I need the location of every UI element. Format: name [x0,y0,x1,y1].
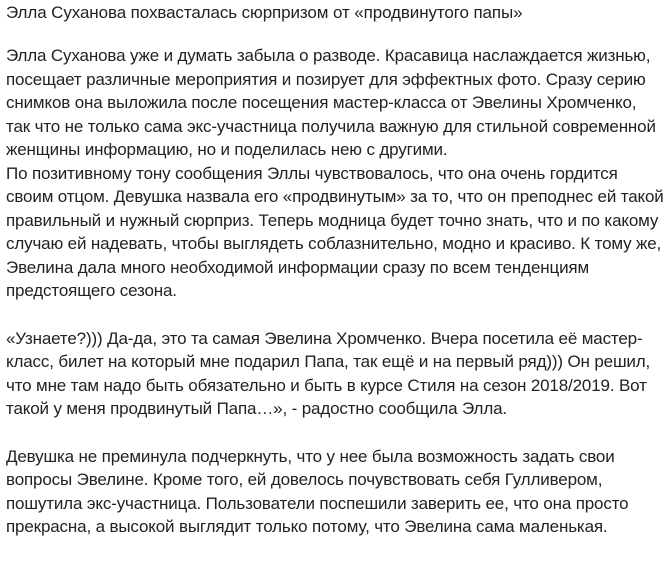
article-paragraph-quote: «Узнаете?))) Да-да, это та самая Эвелина Хромченко. Вчера посетила её мастер-класс, билет на который мне подарил Папа, так ещё и на первый ряд))) Он решил, что мне там надо быть обязательно и быть в курсе Стиля на сезон 2018/2019. Вот такой у меня продвинутый Папа…», - радостно сообщила Элла. [6,328,651,418]
article-paragraph-4: Девушка не преминула подчеркнуть, что у нее была возможность задать свои вопросы Эвелине. Кроме того, ей довелось почувствовать себя Гулливером, пошутила экс-участница. Пользователи поспешили заверить ее, что она просто прекрасна, а высокой выглядит только потому, что Эвелина сама маленькая. [6,446,629,536]
article-paragraph-2: По позитивному тону сообщения Эллы чувствовалось, что она очень гордится своим отцом. Девушка назвала его «продвинутым» за то, что он преподнес ей такой правильный и нужный сюрприз. Теперь модница будет точно знать, что и по какому случаю ей надевать, чтобы выглядеть соблазнительно, модно и красиво. К тому же, Эвелина дала много необходимой информации сразу по всем тенденциям предстоящего сезона. [6,163,664,300]
article-paragraph-1: Элла Суханова уже и думать забыла о разводе. Красавица наслаждается жизнью, посещает различные мероприятия и позирует для эффектных фото. Сразу серию снимков она выложила после посещения мастер-класса от Эвелины Хромченко, так что не только сама экс-участница получила важную для стильной современной женщины информацию, но и поделилась нею с другими. [6,46,656,159]
article-title: Элла Суханова похвасталась сюрпризом от «продвинутого папы» [6,3,523,22]
article [0,3,670,568]
